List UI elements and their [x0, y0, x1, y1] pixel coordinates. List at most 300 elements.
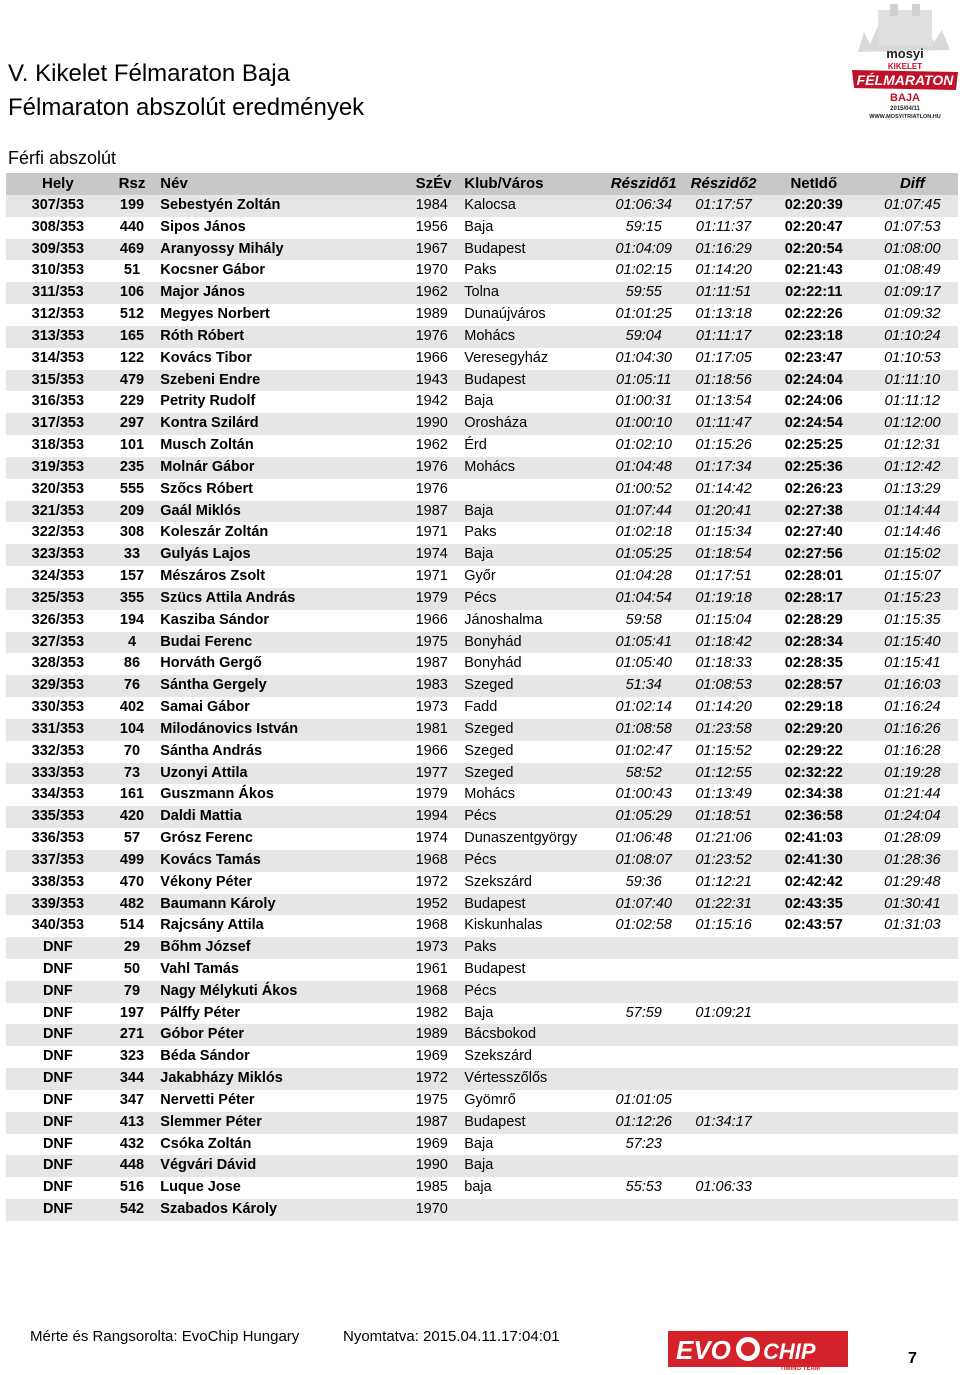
svg-text:mosyi: mosyi	[886, 46, 924, 61]
cell-nev: Kontra Szilárd	[154, 413, 415, 435]
cell-hely: 321/353	[6, 501, 110, 523]
cell-hely: DNF	[6, 1155, 110, 1177]
cell-nev: Bőhm József	[154, 937, 415, 959]
cell-reszido2: 01:18:54	[686, 544, 761, 566]
table-row	[6, 457, 958, 479]
cell-hely: 336/353	[31, 830, 85, 847]
cell-hely: 318/353	[31, 437, 85, 454]
cell-diff: 01:15:35	[884, 611, 941, 628]
cell-reszido2: 01:14:20	[695, 262, 752, 279]
cell-diff	[867, 1112, 958, 1134]
table-row	[6, 981, 958, 1003]
cell-netido: 02:42:42	[784, 873, 843, 890]
cell-reszido2: 01:15:26	[695, 437, 752, 454]
cell-szev: 1975	[416, 632, 463, 654]
cell-nev: Kovács Tibor	[160, 349, 252, 366]
cell-hely: DNF	[42, 1048, 73, 1065]
cell-reszido1: 01:01:25	[615, 306, 672, 323]
cell-nev: Kasziba Sándor	[160, 611, 270, 628]
cell-reszido2: 01:08:53	[686, 675, 761, 697]
cell-reszido1: 59:55	[601, 282, 686, 304]
cell-reszido1: 01:05:41	[601, 632, 686, 654]
cell-reszido2	[686, 1068, 761, 1090]
cell-rsz: 73	[110, 763, 155, 785]
cell-klub: Szekszárd	[464, 1048, 532, 1065]
cell-szev: 1974	[416, 544, 463, 566]
cell-reszido1: 01:04:30	[615, 349, 672, 366]
cell-reszido2	[686, 1046, 761, 1068]
table-row	[6, 348, 958, 370]
cell-rsz: 122	[119, 349, 145, 366]
cell-klub: Dunaújváros	[464, 306, 546, 323]
cell-hely: DNF	[6, 937, 110, 959]
cell-reszido2: 01:15:52	[695, 742, 752, 759]
cell-rsz: 57	[123, 830, 141, 847]
cell-nev: Major János	[154, 282, 415, 304]
table-row	[6, 850, 958, 872]
cell-reszido2: 01:20:41	[686, 501, 761, 523]
cell-reszido1	[601, 1046, 686, 1068]
cell-nev: Sebestyén Zoltán	[154, 195, 415, 217]
cell-reszido2: 01:12:55	[686, 763, 761, 785]
svg-text:2015/04/11: 2015/04/11	[890, 106, 920, 112]
cell-diff: 01:14:44	[867, 501, 958, 523]
footer-measured-by: Mérte és Rangsorolta: EvoChip Hungary	[30, 1328, 300, 1345]
cell-hely: 314/353	[31, 349, 85, 366]
cell-reszido1: 01:12:26	[601, 1112, 686, 1134]
results-body	[6, 195, 958, 1221]
table-header-row	[6, 173, 958, 195]
cell-diff: 01:12:31	[884, 437, 941, 454]
cell-hely: DNF	[6, 1068, 110, 1090]
cell-reszido2	[686, 1199, 761, 1221]
cell-nev: Pálffy Péter	[160, 1004, 241, 1021]
cell-reszido2: 01:13:18	[695, 306, 752, 323]
table-row	[6, 632, 958, 654]
footer-printed: Nyomtatva: 2015.04.11.17:04:01	[343, 1328, 560, 1345]
cell-klub: Pécs	[462, 981, 601, 1003]
cell-netido: 02:43:57	[784, 917, 843, 934]
cell-netido	[761, 1024, 867, 1046]
cell-reszido1: 01:05:11	[601, 370, 686, 392]
cell-rsz: 440	[119, 218, 145, 235]
cell-diff	[867, 937, 958, 959]
cell-klub: Érd	[464, 437, 487, 454]
cell-reszido1: 01:00:43	[615, 786, 672, 803]
cell-rsz: 101	[119, 437, 145, 454]
cell-rsz: 29	[110, 937, 155, 959]
cell-diff: 01:11:10	[867, 370, 958, 392]
cell-hely: 324/353	[31, 568, 85, 585]
cell-szev: 1989	[415, 306, 448, 323]
cell-reszido2: 01:34:17	[686, 1112, 761, 1134]
cell-rsz: 402	[119, 699, 145, 716]
cell-hely: 329/353	[6, 675, 110, 697]
cell-rsz: 106	[110, 282, 155, 304]
cell-diff: 01:07:45	[867, 195, 958, 217]
col-header-rsz: Rsz	[110, 173, 155, 195]
cell-reszido2	[686, 937, 761, 959]
cell-diff: 01:16:28	[884, 742, 941, 759]
cell-szev: 1967	[416, 239, 463, 261]
cell-netido	[761, 959, 867, 981]
cell-klub: Baja	[464, 393, 494, 410]
cell-rsz: 76	[110, 675, 155, 697]
cell-klub: Pécs	[462, 850, 601, 872]
cell-rsz: 165	[110, 326, 155, 348]
cell-nev: Slemmer Péter	[154, 1112, 415, 1134]
table-row	[6, 697, 958, 719]
cell-reszido2: 01:17:05	[695, 349, 752, 366]
cell-reszido1: 01:05:25	[601, 544, 686, 566]
cell-netido: 02:27:56	[761, 544, 867, 566]
table-row	[6, 239, 958, 261]
cell-reszido2	[686, 1155, 761, 1177]
event-logo	[850, 2, 960, 120]
cell-reszido1: 01:06:48	[615, 830, 672, 847]
cell-diff	[867, 1090, 958, 1112]
cell-diff: 01:10:24	[867, 326, 958, 348]
table-row	[6, 806, 958, 828]
svg-text:FÉLMARATON: FÉLMARATON	[856, 72, 954, 88]
cell-szev: 1976	[416, 326, 463, 348]
cell-netido: 02:28:34	[761, 632, 867, 654]
cell-reszido2: 01:23:52	[686, 850, 761, 872]
cell-rsz: 323	[119, 1048, 145, 1065]
cell-reszido1: 01:00:31	[615, 393, 672, 410]
cell-nev: Uzonyi Attila	[154, 763, 415, 785]
cell-diff: 01:30:41	[867, 894, 958, 916]
cell-szev: 1962	[415, 437, 448, 454]
cell-hely: 317/353	[6, 413, 110, 435]
cell-diff: 01:07:53	[884, 218, 941, 235]
table-row	[6, 413, 958, 435]
table-row	[6, 763, 958, 785]
cell-klub: Pécs	[462, 806, 601, 828]
cell-diff	[867, 1134, 958, 1156]
cell-klub: Szeged	[462, 675, 601, 697]
cell-klub: Baja	[462, 501, 601, 523]
cell-klub: Szeged	[462, 763, 601, 785]
cell-hely: DNF	[42, 1179, 73, 1196]
cell-nev: Daldi Mattia	[154, 806, 415, 828]
cell-klub: Vértesszőlős	[462, 1068, 601, 1090]
cell-netido	[761, 1199, 867, 1221]
cell-diff: 01:28:09	[884, 830, 941, 847]
cell-nev: Góbor Péter	[154, 1024, 415, 1046]
cell-hely: 338/353	[31, 873, 85, 890]
cell-reszido1: 58:52	[601, 763, 686, 785]
cell-nev: Koleszár Zoltán	[160, 524, 269, 541]
cell-reszido1: 55:53	[625, 1179, 662, 1196]
page-number: 7	[908, 1350, 917, 1367]
cell-reszido2	[686, 1024, 761, 1046]
cell-hely: 320/353	[31, 480, 85, 497]
cell-rsz: 33	[110, 544, 155, 566]
cell-netido: 02:23:18	[761, 326, 867, 348]
cell-hely: 328/353	[31, 655, 85, 672]
cell-diff: 01:12:00	[867, 413, 958, 435]
cell-netido: 02:29:22	[784, 742, 843, 759]
cell-diff: 01:16:03	[867, 675, 958, 697]
cell-diff: 01:14:46	[884, 524, 941, 541]
cell-reszido1	[601, 1199, 686, 1221]
cell-rsz: 229	[119, 393, 145, 410]
results-table	[6, 173, 958, 1221]
page-title: V. Kikelet Félmaraton Baja	[8, 60, 290, 87]
cell-hely: DNF	[42, 1135, 73, 1152]
cell-rsz: 50	[123, 960, 141, 977]
cell-klub: Jánoshalma	[464, 611, 543, 628]
cell-nev: Guszmann Ákos	[160, 786, 274, 803]
cell-netido: 02:21:43	[784, 262, 843, 279]
cell-rsz: 70	[123, 742, 141, 759]
cell-diff: 01:09:32	[884, 306, 941, 323]
cell-hely: 335/353	[6, 806, 110, 828]
cell-netido: 02:28:35	[784, 655, 843, 672]
table-row	[6, 872, 958, 894]
cell-reszido1: 01:05:40	[615, 655, 672, 672]
cell-reszido2: 01:14:42	[695, 480, 752, 497]
cell-szev: 1984	[416, 195, 463, 217]
cell-netido: 02:26:23	[784, 480, 843, 497]
cell-rsz: 209	[110, 501, 155, 523]
table-row	[6, 1177, 958, 1199]
cell-reszido2: 01:11:47	[686, 413, 761, 435]
cell-reszido2: 01:13:54	[695, 393, 752, 410]
cell-klub: Szeged	[464, 742, 514, 759]
col-header-klub: Klub/Város	[462, 173, 601, 195]
cell-netido: 02:28:01	[784, 568, 843, 585]
cell-klub: Bonyhád	[462, 632, 601, 654]
table-row	[6, 435, 958, 457]
table-row	[6, 370, 958, 392]
cell-hely: 319/353	[6, 457, 110, 479]
cell-diff: 01:15:07	[884, 568, 941, 585]
cell-reszido1	[601, 1155, 686, 1177]
cell-rsz: 79	[110, 981, 155, 1003]
cell-nev: Mészáros Zsolt	[160, 568, 266, 585]
cell-diff	[867, 1024, 958, 1046]
cell-diff	[867, 1003, 958, 1025]
cell-hely: 340/353	[31, 917, 85, 934]
cell-hely: 311/353	[6, 282, 110, 304]
cell-nev: Petrity Rudolf	[160, 393, 256, 410]
table-row	[6, 1046, 958, 1068]
cell-netido	[761, 1090, 867, 1112]
cell-hely: 310/353	[31, 262, 85, 279]
cell-szev: 1956	[415, 218, 448, 235]
cell-reszido2: 01:18:33	[695, 655, 752, 672]
cell-reszido2: 01:15:04	[695, 611, 752, 628]
cell-reszido1: 01:02:18	[615, 524, 672, 541]
cell-szev: 1961	[415, 960, 448, 977]
cell-klub: Kiskunhalas	[464, 917, 543, 934]
table-row	[6, 1003, 958, 1025]
table-row	[6, 501, 958, 523]
cell-szev: 1979	[415, 786, 448, 803]
cell-reszido2: 01:17:34	[686, 457, 761, 479]
cell-szev: 1973	[415, 699, 448, 716]
cell-reszido2: 01:06:33	[695, 1179, 752, 1196]
cell-klub: Mohács	[464, 786, 516, 803]
table-row	[6, 217, 958, 239]
cell-diff: 01:29:48	[884, 873, 941, 890]
cell-szev: 1979	[416, 588, 463, 610]
cell-reszido2: 01:09:21	[695, 1004, 752, 1021]
cell-diff: 01:24:04	[867, 806, 958, 828]
table-row	[6, 937, 958, 959]
cell-netido: 02:28:17	[761, 588, 867, 610]
cell-reszido1: 01:02:15	[615, 262, 672, 279]
cell-rsz: 86	[123, 655, 141, 672]
cell-szev: 1994	[416, 806, 463, 828]
cell-diff	[867, 1046, 958, 1068]
cell-nev: Béda Sándor	[160, 1048, 250, 1065]
cell-szev: 1968	[416, 850, 463, 872]
col-header-netido: NetIdő	[761, 173, 867, 195]
cell-reszido1: 01:04:28	[615, 568, 672, 585]
cell-szev: 1969	[415, 1048, 448, 1065]
table-row	[6, 588, 958, 610]
table-row	[6, 1134, 958, 1156]
cell-szev: 1987	[415, 655, 448, 672]
cell-netido: 02:41:30	[761, 850, 867, 872]
cell-rsz: 308	[119, 524, 145, 541]
cell-rsz: 199	[110, 195, 155, 217]
cell-hely: 334/353	[31, 786, 85, 803]
cell-diff: 01:16:24	[884, 699, 941, 716]
cell-netido: 02:23:47	[784, 349, 843, 366]
cell-klub	[462, 1199, 601, 1221]
cell-nev: Aranyossy Mihály	[154, 239, 415, 261]
cell-netido: 02:27:40	[784, 524, 843, 541]
cell-netido: 02:20:47	[784, 218, 843, 235]
cell-diff: 01:28:36	[867, 850, 958, 872]
cell-rsz: 344	[110, 1068, 155, 1090]
cell-hely: 332/353	[31, 742, 85, 759]
cell-reszido1: 57:23	[625, 1135, 662, 1152]
cell-nev: Vahl Tamás	[160, 960, 239, 977]
cell-netido: 02:24:04	[761, 370, 867, 392]
cell-reszido2: 01:18:56	[686, 370, 761, 392]
cell-rsz: 555	[119, 480, 145, 497]
cell-klub: Budapest	[462, 894, 601, 916]
cell-szev: 1952	[416, 894, 463, 916]
cell-reszido1: 01:08:58	[601, 719, 686, 741]
cell-diff: 01:15:02	[867, 544, 958, 566]
cell-szev: 1966	[415, 611, 448, 628]
cell-hely: 326/353	[31, 611, 85, 628]
cell-nev: Szőcs Róbert	[160, 480, 253, 497]
table-row	[6, 391, 958, 413]
cell-reszido1	[601, 959, 686, 981]
cell-reszido2: 01:13:49	[695, 786, 752, 803]
cell-klub: Kalocsa	[462, 195, 601, 217]
cell-reszido1	[601, 1024, 686, 1046]
cell-netido: 02:29:20	[761, 719, 867, 741]
cell-szev: 1976	[415, 480, 448, 497]
cell-diff: 01:13:29	[884, 480, 941, 497]
cell-rsz: 157	[119, 568, 145, 585]
table-row	[6, 653, 958, 675]
cell-netido: 02:20:54	[761, 239, 867, 261]
cell-netido: 02:25:25	[784, 437, 843, 454]
cell-reszido1: 01:02:10	[615, 437, 672, 454]
cell-szev: 1972	[415, 873, 448, 890]
cell-szev: 1970	[415, 262, 448, 279]
cell-szev: 1966	[415, 742, 448, 759]
cell-nev: Molnár Gábor	[154, 457, 415, 479]
cell-netido: 02:43:35	[761, 894, 867, 916]
table-row	[6, 959, 958, 981]
cell-nev: Horváth Gergő	[160, 655, 262, 672]
cell-nev: Sántha András	[160, 742, 263, 759]
cell-reszido2	[686, 1134, 761, 1156]
table-row	[6, 326, 958, 348]
cell-reszido2: 01:21:06	[695, 830, 752, 847]
cell-rsz: 197	[119, 1004, 145, 1021]
cell-diff	[867, 959, 958, 981]
evochip-logo	[668, 1325, 848, 1373]
cell-klub: Baja	[462, 1155, 601, 1177]
table-row	[6, 1068, 958, 1090]
cell-rsz: 542	[110, 1199, 155, 1221]
cell-rsz: 499	[110, 850, 155, 872]
cell-netido	[761, 1003, 867, 1025]
cell-nev: Luque Jose	[160, 1179, 241, 1196]
cell-diff	[867, 1155, 958, 1177]
cell-netido	[761, 1068, 867, 1090]
cell-rsz: 470	[119, 873, 145, 890]
cell-szev: 1970	[416, 1199, 463, 1221]
table-row	[6, 675, 958, 697]
cell-szev: 1966	[415, 349, 448, 366]
table-row	[6, 282, 958, 304]
cell-hely: 333/353	[6, 763, 110, 785]
cell-rsz: 51	[123, 262, 141, 279]
cell-klub: Gyömrő	[464, 1091, 516, 1108]
cell-hely: 322/353	[31, 524, 85, 541]
cell-reszido1: 01:06:34	[601, 195, 686, 217]
cell-netido: 02:25:36	[761, 457, 867, 479]
cell-rsz: 516	[119, 1179, 145, 1196]
cell-reszido2: 01:19:18	[686, 588, 761, 610]
page-subtitle: Félmaraton abszolút eredmények	[8, 94, 365, 121]
cell-diff: 01:11:12	[884, 393, 941, 410]
cell-nev: Szücs Attila András	[154, 588, 415, 610]
cell-klub: Bonyhád	[464, 655, 522, 672]
cell-szev: 1962	[416, 282, 463, 304]
cell-netido: 02:20:39	[761, 195, 867, 217]
cell-reszido1	[601, 981, 686, 1003]
table-row	[6, 260, 958, 282]
svg-text:KIKELET: KIKELET	[887, 62, 923, 71]
cell-reszido2: 01:14:20	[695, 699, 752, 716]
cell-reszido2: 01:11:37	[695, 218, 752, 235]
cell-klub: Veresegyház	[464, 349, 549, 366]
svg-text:EVO: EVO	[676, 1335, 731, 1365]
cell-nev: Szebeni Endre	[154, 370, 415, 392]
col-header-szev: SzÉv	[416, 173, 463, 195]
cell-nev: Végvári Dávid	[154, 1155, 415, 1177]
cell-netido: 02:22:11	[761, 282, 867, 304]
cell-klub: Dunaszentgyörgy	[464, 830, 578, 847]
cell-szev: 1990	[416, 1155, 463, 1177]
svg-text:CHIP: CHIP	[763, 1339, 816, 1364]
cell-klub: Paks	[464, 524, 497, 541]
cell-rsz: 482	[110, 894, 155, 916]
